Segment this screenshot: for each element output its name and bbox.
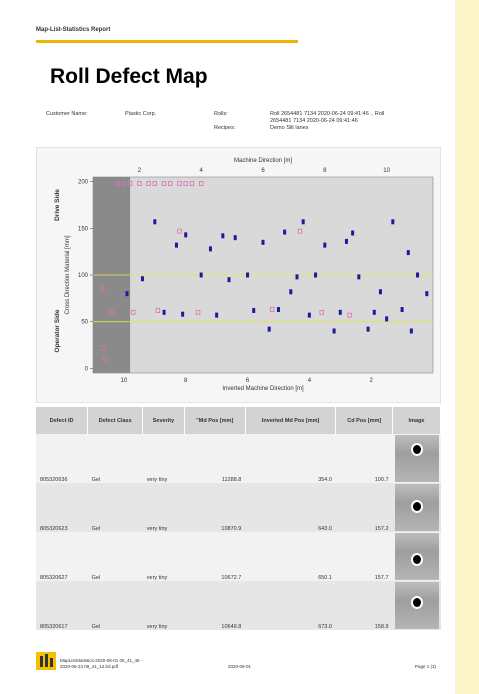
image-cell [393,581,441,630]
defect-marker [209,246,212,251]
defect-spot [413,598,421,607]
defect-marker [234,235,237,240]
table-row[interactable] [36,532,441,581]
y-tick-label: 150 [77,226,88,233]
right-sidebar [455,0,479,694]
cd-pos-cell: 157.7 [336,532,393,581]
md-pos-cell: 10870.9 [184,483,245,532]
column-header: Image [393,407,441,434]
defect-spot [413,555,421,564]
table-row[interactable] [36,581,441,630]
top-axis-label: Machine Direction [m] [233,158,293,164]
defect-marker [277,307,280,312]
defect-marker [385,316,388,321]
defect-marker [407,250,410,255]
defect-marker [252,308,255,313]
rolls-value-2: 2654481 7134 2020-06-24 09:41:46 [270,118,358,124]
defect-marker [357,274,360,279]
md-pos-cell: 11288.8 [184,434,245,483]
column-header: "Md Pos [mm] [184,407,245,434]
defect-image[interactable] [395,533,439,580]
defect-marker [126,291,129,296]
defect-marker [351,231,354,236]
rolls-label: Rolls: [214,111,228,117]
md-pos-cell: 10672.7 [184,532,245,581]
customer-value: Plastic Corp. [125,111,157,117]
bottom-tick-label: 4 [307,378,312,384]
column-header: Defect Class [88,407,143,434]
defect-marker [401,307,404,312]
defect-marker [367,327,370,332]
image-cell [393,434,441,483]
cd-pos-cell: 157.2 [336,483,393,532]
defect-class-cell: Gel [88,532,143,581]
footer-page-number: Page 1 (3) [415,664,437,669]
bottom-tick-label: 8 [184,378,188,384]
column-header: Severity [143,407,184,434]
bottom-tick-label: 6 [245,378,250,384]
defect-table [36,407,441,630]
defect-image[interactable] [395,435,439,482]
defect-marker [323,243,326,248]
md-pos-cell: 10649.8 [184,581,245,630]
defect-marker [200,273,203,278]
table-row[interactable] [36,483,441,532]
drive-side-label: Drive Side [54,189,61,221]
defect-marker [410,329,413,334]
defect-marker [181,312,184,317]
bottom-tick-label: 2 [369,378,373,384]
severity-cell: very tiny [143,532,184,581]
inverted-md-pos-cell: 643.0 [245,483,336,532]
bottom-tick-label: 10 [120,378,128,384]
defect-id-cell: 805320627 [36,532,88,581]
company-logo [36,652,56,670]
defect-class-cell: Gel [88,581,143,630]
defect-marker [268,327,271,332]
defect-marker [221,233,224,238]
page-title: Roll Defect Map [50,65,208,88]
defect-spot [413,502,421,511]
column-header: Cd Pos [mm] [336,407,393,434]
footer-filename-1: MapListStatistics-2020-06-01 05_41_48 - [60,658,143,663]
column-header: Inverted Md Pos [mm] [245,407,336,434]
column-header: Defect ID [36,407,88,434]
report-header: Map-List-Statistics Report [36,27,111,33]
defect-marker [184,232,187,237]
defect-marker [333,329,336,334]
defect-marker [228,277,231,282]
cd-pos-cell: 158.9 [336,581,393,630]
defect-marker [314,273,317,278]
defect-marker [416,273,419,278]
severity-cell: very tiny [143,483,184,532]
defect-marker [246,273,249,278]
defect-map-chart [36,147,441,403]
inverted-md-pos-cell: 354.0 [245,434,336,483]
defect-image[interactable] [395,484,439,531]
defect-class-cell: Gel [88,483,143,532]
defect-marker [379,289,382,294]
defect-marker [283,230,286,235]
severity-cell: very tiny [143,434,184,483]
defect-marker [391,219,394,224]
defect-id-cell: 805320636 [36,434,88,483]
y-tick-label: 50 [81,319,88,326]
rolls-value-1: Roll 2654481 7134 2020-06-24 09:41:46 .. Roll [270,111,385,117]
y-tick-label: 100 [77,273,88,279]
operator-side-label: Operator Side [54,309,61,353]
defect-marker [308,313,311,318]
y-axis-label: Cross Direction Material [mm] [65,235,71,315]
footer-date: 2020-09-01 [228,664,252,669]
top-tick-label: 2 [137,168,142,174]
defect-id-cell: 805320623 [36,483,88,532]
defect-marker [345,239,348,244]
y-tick-label: 200 [77,179,88,186]
customer-label: Customer Name: [46,111,88,117]
table-row[interactable] [36,434,441,483]
defect-marker [373,310,376,315]
defect-marker [302,219,305,224]
image-cell [393,483,441,532]
recipes-value: Demo Slit lanes [270,125,309,131]
top-tick-label: 10 [383,168,390,174]
table-header-row [36,407,441,434]
severity-cell: very tiny [143,581,184,630]
defect-marker [262,240,265,245]
defect-marker [163,310,166,315]
defect-marker [153,219,156,224]
defect-class-cell: Gel [88,434,143,483]
inverted-md-pos-cell: 650.1 [245,532,336,581]
defect-marker [175,243,178,248]
footer-filename-2: 2020-06-24 09_41_12.lrd.pdf [60,664,119,669]
defect-spot [413,445,421,454]
defect-marker [289,289,292,294]
recipes-label: Recipes: [214,125,236,131]
bottom-axis-label: Inverted Machine Direction [m] [222,386,304,392]
defect-marker [425,291,428,296]
top-tick-label: 8 [323,168,327,174]
cd-pos-cell: 100.7 [336,434,393,483]
defect-marker [141,276,144,281]
top-tick-label: 6 [261,168,265,174]
defect-marker [339,310,342,315]
defect-id-cell: 805320617 [36,581,88,630]
inverted-md-pos-cell: 673.0 [245,581,336,630]
image-cell [393,532,441,581]
defect-marker [296,274,299,279]
defect-marker [215,313,218,318]
header-rule [36,40,298,43]
defect-image[interactable] [395,582,439,629]
y-tick-label: 0 [84,366,88,373]
top-tick-label: 4 [199,168,203,174]
